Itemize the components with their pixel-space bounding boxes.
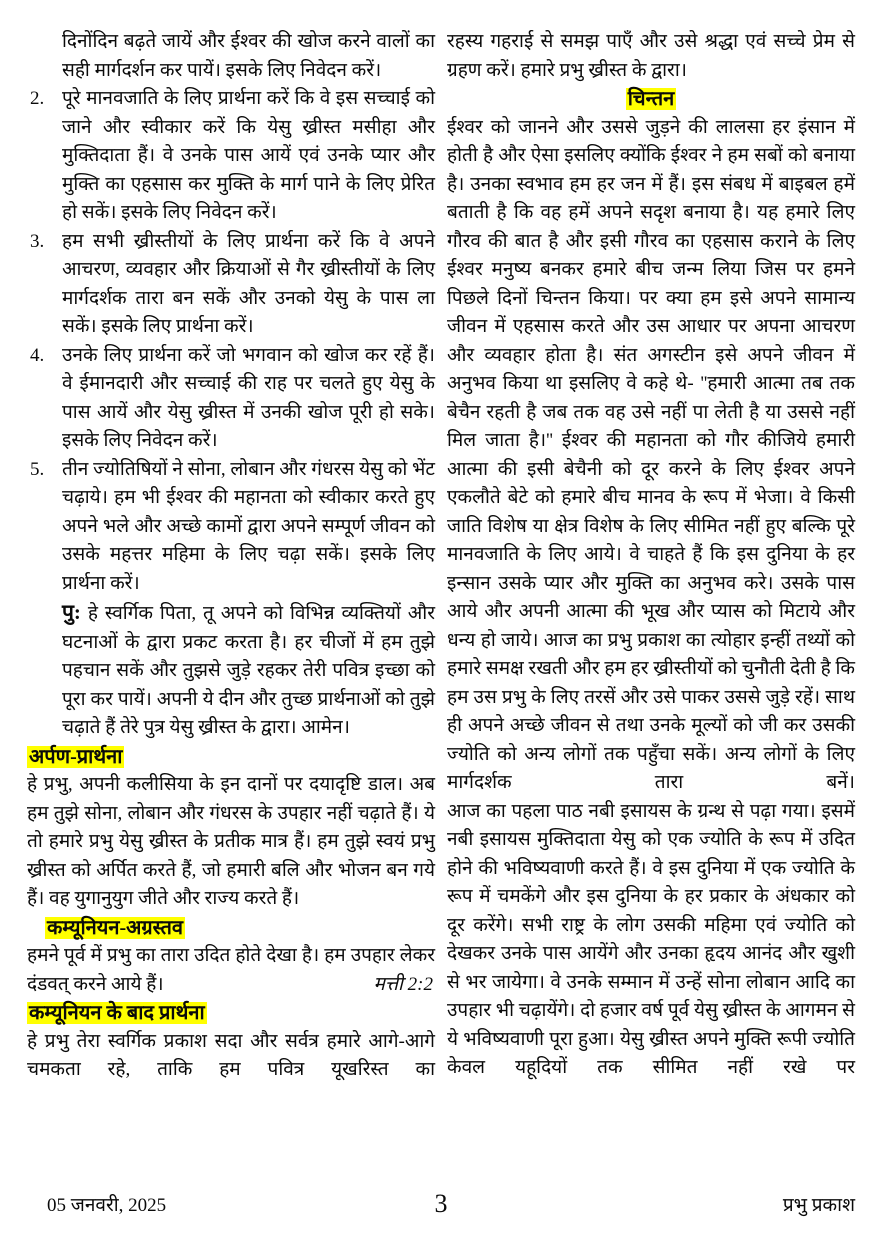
publication-title: प्रभु प्रकाश — [782, 1195, 855, 1216]
highlighted-heading-text: चिन्तन — [627, 88, 675, 110]
item-text: हम सभी ख्रीस्तीयों के लिए प्रार्थना करें कि वे अपने आचरण, व्यवहार और क्रियाओं से गैर ख्रीस्तीयों के लिए मार्गदर्शक तारा बन सकें और उनको येसु के पास ला सकें। इसके लिए प्रार्थना करें। — [62, 230, 435, 337]
post-communion-text: हे प्रभु तेरा स्वर्गिक प्रकाश सदा और सर्वत्र हमारे आगे-आगे चमकता रहे, ताकि हम पवित्र यूखरिस्त का — [27, 1030, 435, 1080]
item-text: उनके लिए प्रार्थना करें जो भगवान को खोज कर रहें हैं। वे ईमानदारी और सच्चाई की राह पर चलते हुए येसु के पास आयें और येसु ख्रीस्त में उनकी खोज पूरी हो सके। इसके लिए निवेदन करें। — [62, 344, 435, 451]
right-column — [447, 28, 855, 1085]
priest-prayer — [27, 598, 435, 743]
communion-antiphon — [27, 942, 435, 999]
communion-antiphon-heading — [45, 914, 435, 943]
numbered-item — [27, 85, 435, 228]
scripture-reference: मत्ती 2:2 — [366, 971, 434, 1000]
highlighted-heading-text: कम्यूनियन-अग्रस्तव — [47, 916, 183, 939]
numbered-item — [27, 228, 435, 342]
page-footer — [27, 1185, 855, 1219]
post-communion-heading — [27, 999, 435, 1028]
numbered-item-continuation: दिनोंदिन बढ़ते जायें और ईश्वर की खोज करने वालों का सही मार्गदर्शन कर पायें। इसके लिए निवेदन करें। — [62, 31, 435, 81]
reflection-paragraph-1: ईश्वर को जानने और उससे जुड़ने की लालसा हर इंसान में होती है और ऐसा इसलिए क्योंकि ईश्वर ने हम सबों को बनाया है। उनका स्वभाव हम हर जन में हैं। इस संबध में बाइबल हमें बताती है कि वह हमें अपने सदृश बनाया है। यह हमारे लिए गौरव की बात है और इसी गौरव का एहसास कराने के लिए ईश्वर मनुष्य बनकर हमारे बीच जन्म लिया जिस पर हमने पिछले दिनों चिन्तन किया। पर क्या हम इसे अपने सामान्य जीवन में एहसास करते और उस आधार पर अपना आचरण और व्यवहार होता है। संत अगस्टीन इसे अपने जीवन में अनुभव किया था इसलिए वे कहे थे- ''हमारी आत्मा तब तक बेचैन रहती है जब तक वह उसे नहीं पा लेती है या उससे नहीं मिल जाता है।'' ईश्वर की महानता को गौर कीजिये हमारी आत्मा की इसी बेचैनी को दूर करने के लिए ईश्वर अपने एकलौते बेटे को हमारे बीच मानव के रूप में भेजा। वे किसी जाति विशेष या क्षेत्र विशेष के लिए सीमित नहीं हुए बल्कि पूरे मानवजाति के लिए आये। वे चाहते हैं कि इस दुनिया के हर इन्सान उसके प्यार और मुक्ति का अनुभव करे। उसके पास आये और अपनी आत्मा की भूख और प्यास को मिटाये और धन्य हो जाये। आज का प्रभु प्रकाश का त्योहार इन्हीं तथ्यों को हमारे समक्ष रखती और हम हर ख्रीस्तीयों को चुनौती देती है कि हम उस प्रभु के लिए तरसें और उसे पाकर उससे जुड़े रहें। साथ ही अपने अच्छे जीवन से तथा उनके मूल्यों को जी कर उसकी ज्योति को अन्य लोगों तक पहुँचा सकें। अन्य लोगों के लिए मार्गदर्शक तारा बनें। — [447, 116, 855, 793]
reflection-heading — [447, 85, 855, 114]
item-text: पूरे मानवजाति के लिए प्रार्थना करें कि वे इस सच्चाई को जाने और स्वीकार करें कि येसु ख्रीस्त मसीहा और मुक्तिदाता हैं। वे उनके पास आयें एवं उनके प्यार और मुक्ति का एहसास कर मुक्ति के मार्ग पाने के लिए प्रेरित हो सकें। इसके लिए निवेदन करें। — [62, 88, 435, 223]
post-communion-continuation: रहस्य गहराई से समझ पाएँ और उसे श्रद्धा एवं सच्चे प्रेम से ग्रहण करें। हमारे प्रभु ख्रीस्त के द्वारा। — [447, 31, 855, 81]
item-text: तीन ज्योतिषियों ने सोना, लोबान और गंधरस येसु को भेंट चढ़ाये। हम भी ईश्वर की महानता को स्वीकार करते हुए अपने भले और अच्छे कामों द्वारा अपने सम्पूर्ण जीवन को उसके महत्तर महिमा के लिए चढ़ा सकें। इसके लिए प्रार्थना करें। — [62, 458, 435, 594]
item-number: 4. — [30, 344, 45, 366]
highlighted-heading-text: अर्पण-प्रार्थना — [29, 745, 123, 768]
item-number: 2. — [30, 88, 45, 109]
highlighted-heading-text: कम्यूनियन के बाद प्रार्थना — [29, 1002, 205, 1024]
communion-antiphon-text: हमने पूर्व में प्रभु का तारा उदित होते देखा है। हम उपहार लेकर दंडवत् करने आये हैं। — [27, 945, 435, 995]
offering-prayer-text: हे प्रभु, अपनी कलीसिया के इन दानों पर दयादृष्टि डाल। अब हम तुझे सोना, लोबान और गंधरस के उपहार नहीं चढ़ाते हैं। ये तो हमारे प्रभु येसु ख्रीस्त के प्रतीक मात्र हैं। हम तुझे स्वयं प्रभु ख्रीस्त को अर्पित करते हैं, जो हमारी बलि और भोजन बन गये हैं। वह युगानुयुग जीते और राज्य करते हैं। — [27, 774, 435, 909]
offering-prayer-heading — [27, 743, 435, 772]
priest-prefix: पु: — [62, 600, 81, 624]
page-number: 3 — [434, 1189, 448, 1218]
item-number: 5. — [30, 458, 45, 480]
priest-prayer-text: हे स्वर्गिक पिता, तू अपने को विभिन्न व्यक्तियों और घटनाओं के द्वारा प्रकट करता है। हर चीजों में हम तुझे पहचान सकें और तुझसे जुड़े रहकर तेरी पवित्र इच्छा को पूरा कर पायें। अपनी ये दीन और तुच्छ प्रार्थनाओं को तुझे चढ़ाते हैं तेरे पुत्र येसु ख्रीस्त के द्वारा। आमेन। — [62, 603, 435, 738]
left-column — [27, 28, 435, 1085]
prayer-intentions-list — [27, 85, 435, 598]
two-column-layout — [27, 28, 855, 1085]
reflection-paragraph-2: आज का पहला पाठ नबी इसायस के ग्रन्थ से पढ़ा गया। इसमें नबी इसायस मुक्तिदाता येसु को एक ज्योति के रूप में उदित होने की भविष्यवाणी करते हैं। वे इस दुनिया में एक ज्योति के रूप में चमकेंगे और इस दुनिया के हर प्रकार के अंधकार को दूर करेंगे। सभी राष्ट्र के लोग उसकी महिमा एवं ज्योति को देखकर उनके पास आयेंगे और उनका हृदय आनंद और खुशी से भर जायेगा। वे उनके सम्मान में उन्हें सोना लोबान आदि का उपहार भी चढ़ायेंगे। दो हजार वर्ष पूर्व येसु ख्रीस्त के आगमन से ये भविष्यवाणी पूरा हुआ। येसु ख्रीस्त अपने मुक्ति रूपी ज्योति केवल यहूदियों तक सीमित नहीं रखे पर — [447, 800, 855, 1078]
item-number: 3. — [30, 230, 45, 252]
numbered-item — [27, 456, 435, 599]
numbered-item — [27, 342, 435, 456]
footer-date: 05 जनवरी, 2025 — [47, 1195, 167, 1216]
